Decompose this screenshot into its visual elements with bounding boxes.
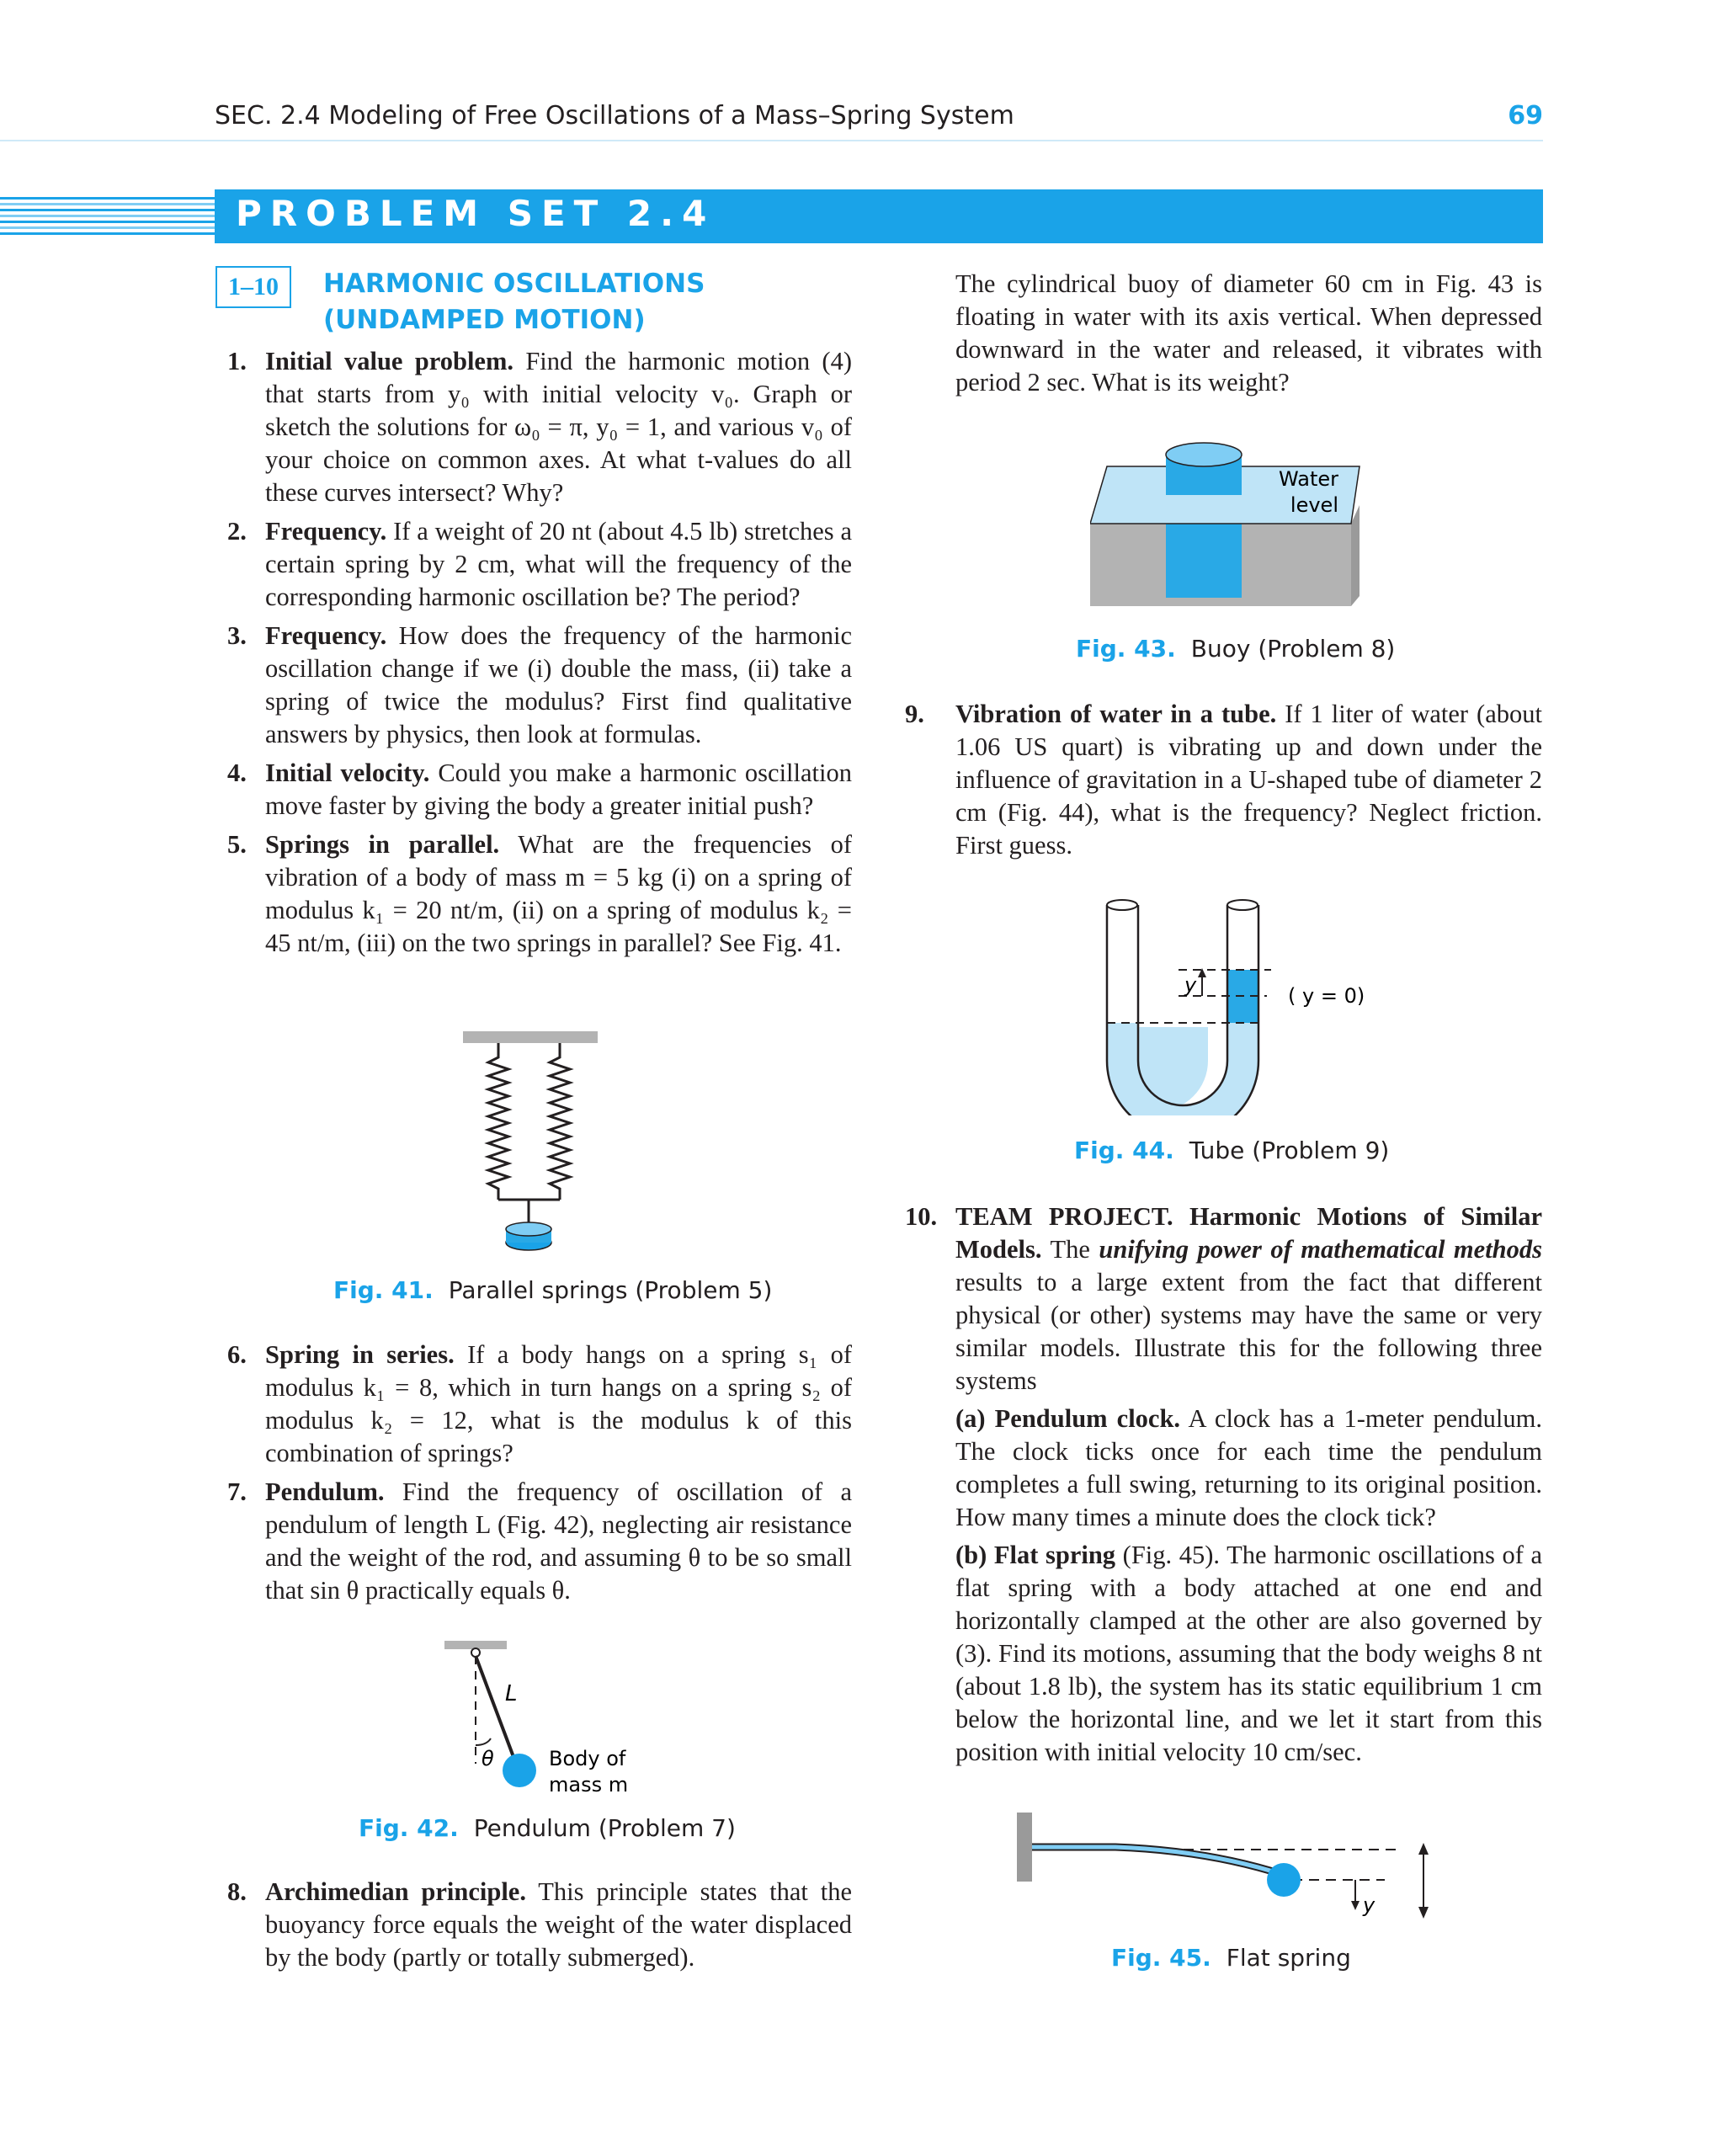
body-label-line2: mass m bbox=[549, 1773, 629, 1797]
spring-body bbox=[1267, 1863, 1301, 1897]
problem-10 bbox=[905, 1200, 1542, 1769]
part-b-title: (b) Flat spring bbox=[955, 1541, 1116, 1569]
problem-title: Frequency. bbox=[265, 621, 387, 650]
figure-label: Fig. 45. bbox=[1111, 1944, 1211, 1972]
y-label: y bbox=[1363, 1893, 1375, 1917]
water-label-line2: level bbox=[1290, 493, 1338, 517]
buoy-submerged bbox=[1166, 524, 1242, 598]
spring-right bbox=[550, 1043, 570, 1200]
angle-label: θ bbox=[482, 1747, 494, 1770]
left-column bbox=[227, 345, 852, 966]
fig44-caption bbox=[1074, 1137, 1389, 1164]
problem-1 bbox=[227, 345, 852, 509]
problem-number: 4. bbox=[227, 759, 247, 787]
right-column bbox=[905, 268, 1542, 405]
problem-number: 6. bbox=[227, 1340, 247, 1369]
figure-caption-text: Pendulum (Problem 7) bbox=[473, 1814, 736, 1842]
length-label: L bbox=[505, 1681, 518, 1706]
figure-label: Fig. 43. bbox=[1076, 635, 1176, 663]
body-label-line1: Body of bbox=[549, 1747, 626, 1770]
problem-number: 2. bbox=[227, 517, 247, 546]
part-b-text: (Fig. 45). The harmonic oscillations of a flat spring with a body attached at one end and horizontally clamped at the other are also governed by (3). Find its motions, assuming that the body weighs 8 nt (about 1.8 lb), the system has its static equilibrium 1 cm below the horizontal line, and we let it start from this position with initial velocity 10 cm/sec. bbox=[955, 1541, 1542, 1766]
problem-range-label: 1–10 bbox=[216, 266, 291, 308]
problem-number: 7. bbox=[227, 1477, 247, 1506]
problem-5 bbox=[227, 828, 852, 960]
figure-label: Fig. 44. bbox=[1074, 1137, 1174, 1164]
problem-text: Find the frequency of oscillation of a pendulum of length L (Fig. 42), neglecting air resistance and the weight of the rod, and assuming θ to be so small that sin θ practically equals θ. bbox=[265, 1477, 852, 1605]
problem-text: If a weight of 20 nt (about 4.5 lb) stretches a certain spring by 2 cm, what will the frequency of the corresponding harmonic oscillation be? The period? bbox=[265, 517, 852, 611]
problem-title: Vibration of water in a tube. bbox=[955, 700, 1277, 728]
water-side bbox=[1351, 505, 1360, 606]
water-label-line1: Water bbox=[1279, 467, 1338, 491]
pivot bbox=[471, 1648, 480, 1657]
pendulum-figure bbox=[438, 1637, 648, 1797]
mass-top bbox=[506, 1222, 551, 1236]
figure-label: Fig. 41. bbox=[333, 1276, 434, 1304]
problem-8-continued: The cylindrical buoy of diameter 60 cm in Fig. 43 is floating in water with its axis vertical. When depressed downward in the water and released, it vibrates with period 2 sec. What is its weight? bbox=[955, 269, 1542, 397]
left-column-continued bbox=[227, 1339, 852, 1613]
problem-9 bbox=[905, 698, 1542, 862]
figure-label: Fig. 42. bbox=[359, 1814, 459, 1842]
y-arrow-head bbox=[1351, 1901, 1360, 1910]
figure-caption-text: Buoy (Problem 8) bbox=[1190, 635, 1396, 663]
problem-text: Find the harmonic motion (4) that starts from y₀ with initial velocity v₀. Graph or sketch the solutions for ω₀ = π, y₀ = 1, and various v₀ of your choice on common axes. At what t-values do all these curves intersect? Why? bbox=[265, 347, 852, 507]
problem-text: This principle states that the buoyancy force equals the weight of the water displaced by the body (partly or totally submerged). bbox=[265, 1877, 852, 1972]
problem-text: The bbox=[1050, 1235, 1090, 1264]
section-title-line2: (UNDAMPED MOTION) bbox=[323, 305, 646, 335]
left-column-bottom bbox=[227, 1876, 852, 1980]
problem-7 bbox=[227, 1476, 852, 1607]
problem-number: 10. bbox=[905, 1202, 938, 1231]
problem-10b bbox=[955, 1539, 1542, 1769]
right-column-problem-10 bbox=[905, 1200, 1542, 1769]
problem-title: Archimedian principle. bbox=[265, 1877, 526, 1906]
fig42-caption bbox=[359, 1814, 736, 1842]
problem-title: TEAM PROJECT. Harmonic Motions of Similar Models. bbox=[955, 1202, 1542, 1264]
problem-text: If 1 liter of water (about 1.06 US quart) is vibrating up and down under the influence of gravitation in a U-shaped tube of diameter 2 cm (Fig. 44), what is the frequency? Neglect friction. First guess. bbox=[955, 700, 1542, 860]
section-title bbox=[323, 266, 705, 338]
oscillation-arrow-down bbox=[1418, 1907, 1429, 1919]
right-column-problem-9 bbox=[905, 698, 1542, 868]
problem-text: Could you make a harmonic oscillation move faster by giving the body a greater initial push? bbox=[265, 759, 852, 820]
figure-caption-text: Tube (Problem 9) bbox=[1189, 1137, 1390, 1164]
flat-spring-figure bbox=[1014, 1806, 1452, 1928]
problem-title: Pendulum. bbox=[265, 1477, 385, 1506]
problem-text-continued: results to a large extent from the fact that different physical (or other) systems may have the same or very similar models. Illustrate this for the following three systems bbox=[955, 1268, 1542, 1395]
spring-left bbox=[488, 1043, 508, 1200]
fig45-caption bbox=[1111, 1944, 1351, 1972]
problem-number: 9. bbox=[905, 700, 924, 728]
problem-number: 1. bbox=[227, 347, 247, 375]
problem-number: 5. bbox=[227, 830, 247, 859]
ceiling-support bbox=[463, 1031, 598, 1043]
problem-title: Frequency. bbox=[265, 517, 387, 546]
parallel-springs-figure bbox=[463, 1027, 606, 1259]
problem-text: If a body hangs on a spring s₁ of modulus k₁ = 8, which in turn hangs on a spring s₂ of modulus k₂ = 12, what is the modulus k of this combination of springs? bbox=[265, 1340, 852, 1467]
problem-4 bbox=[227, 757, 852, 822]
clamp-wall bbox=[1017, 1813, 1032, 1882]
problem-title: Spring in series. bbox=[265, 1340, 455, 1369]
problem-6 bbox=[227, 1339, 852, 1470]
problem-3 bbox=[227, 620, 852, 751]
problem-number: 3. bbox=[227, 621, 247, 650]
oscillation-arrow-up bbox=[1418, 1843, 1429, 1855]
problem-text: What are the frequencies of vibration of a body of mass m = 5 kg (i) on a spring of modulus k₁ = 20 nt/m, (ii) on a spring of modulus k₂ = 45 nt/m, (iii) on the two springs in parallel? See Fig. 41. bbox=[265, 830, 852, 957]
fig43-caption bbox=[1076, 635, 1395, 663]
problem-10a bbox=[955, 1403, 1542, 1534]
running-header bbox=[215, 101, 1543, 138]
problem-set-title: PROBLEM SET 2.4 bbox=[236, 193, 716, 234]
problem-2 bbox=[227, 515, 852, 614]
section-title-line1: HARMONIC OSCILLATIONS bbox=[323, 269, 705, 299]
buoy-top bbox=[1166, 443, 1242, 466]
pendulum-bob bbox=[503, 1754, 536, 1787]
problem-text: How does the frequency of the harmonic oscillation change if we (i) double the mass, (ii) take a spring of twice the modulus? First find qualitative answers by physics, then look at formulas. bbox=[265, 621, 853, 748]
figure-caption-text: Flat spring bbox=[1226, 1944, 1351, 1972]
section-heading: SEC. 2.4 Modeling of Free Oscillations of a Mass–Spring System bbox=[215, 101, 1014, 130]
part-a-text: A clock has a 1-meter pendulum. The clock ticks once for each time the pendulum completes a full swing, returning to its original position. How many times a minute does the clock tick? bbox=[955, 1404, 1542, 1531]
tube-left-opening bbox=[1107, 900, 1137, 910]
buoy-figure bbox=[1090, 429, 1368, 619]
angle-arc bbox=[476, 1738, 491, 1745]
u-tube-figure bbox=[1078, 892, 1381, 1115]
problem-8 bbox=[227, 1876, 852, 1974]
part-a-title: (a) Pendulum clock. bbox=[955, 1404, 1181, 1433]
figure-caption-text: Parallel springs (Problem 5) bbox=[448, 1276, 773, 1304]
problem-title: Springs in parallel. bbox=[265, 830, 500, 859]
y-label: y bbox=[1184, 973, 1197, 997]
header-rule bbox=[0, 140, 1543, 141]
emphasis-text: unifying power of mathematical methods bbox=[1099, 1235, 1543, 1264]
equilibrium-label: ( y = 0) bbox=[1288, 984, 1365, 1008]
fig41-caption bbox=[333, 1276, 772, 1304]
problem-title: Initial value problem. bbox=[265, 347, 513, 375]
page-number: 69 bbox=[1508, 101, 1543, 130]
problem-number: 8. bbox=[227, 1877, 247, 1906]
problem-title: Initial velocity. bbox=[265, 759, 430, 787]
tube-right-opening bbox=[1227, 900, 1258, 910]
